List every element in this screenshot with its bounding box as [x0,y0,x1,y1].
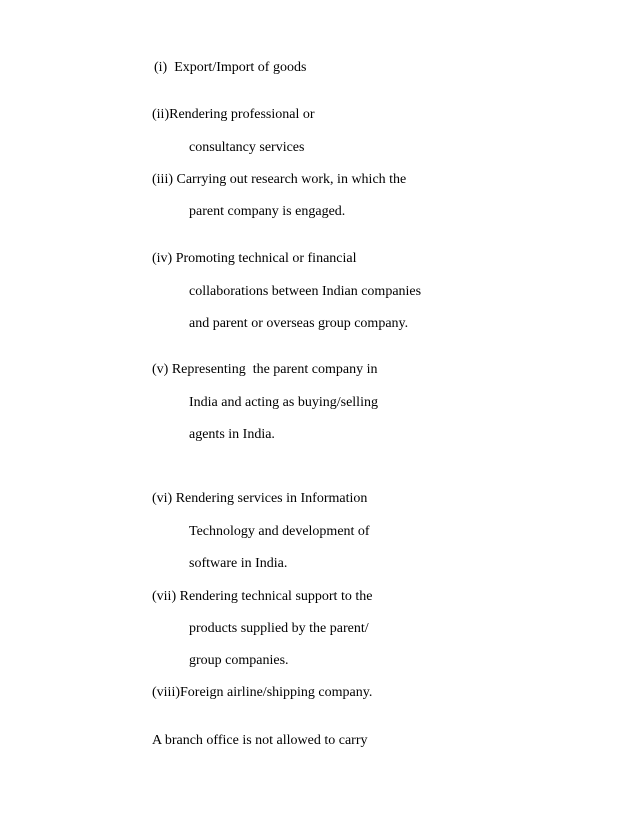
list-item-v: (v) Representing the parent company in [152,362,378,377]
list-item-iv-continuation-2: and parent or overseas group company. [189,316,409,331]
list-item-iii: (iii) Carrying out research work, in which the [152,172,407,187]
list-item-vi-continuation-1: Technology and development of [189,524,370,539]
list-item-ii: (ii)Rendering professional or [152,107,315,122]
list-item-vii: (vii) Rendering technical support to the [152,589,373,604]
list-item-vi-continuation-2: software in India. [189,556,288,571]
list-item-vii-continuation-2: group companies. [189,653,289,668]
list-item-v-continuation-2: agents in India. [189,427,275,442]
closing-paragraph: A branch office is not allowed to carry [152,733,368,748]
list-item-viii: (viii)Foreign airline/shipping company. [152,685,373,700]
list-item-ii-continuation: consultancy services [189,140,305,155]
list-item-vi: (vi) Rendering services in Information [152,491,368,506]
list-item-v-continuation-1: India and acting as buying/selling [189,395,378,410]
list-item-iv-continuation-1: collaborations between Indian companies [189,284,422,299]
list-item-i: (i) Export/Import of goods [154,60,307,75]
list-item-iv: (iv) Promoting technical or financial [152,251,357,266]
list-item-vii-continuation-1: products supplied by the parent/ [189,621,369,636]
list-item-iii-continuation: parent company is engaged. [189,204,346,219]
